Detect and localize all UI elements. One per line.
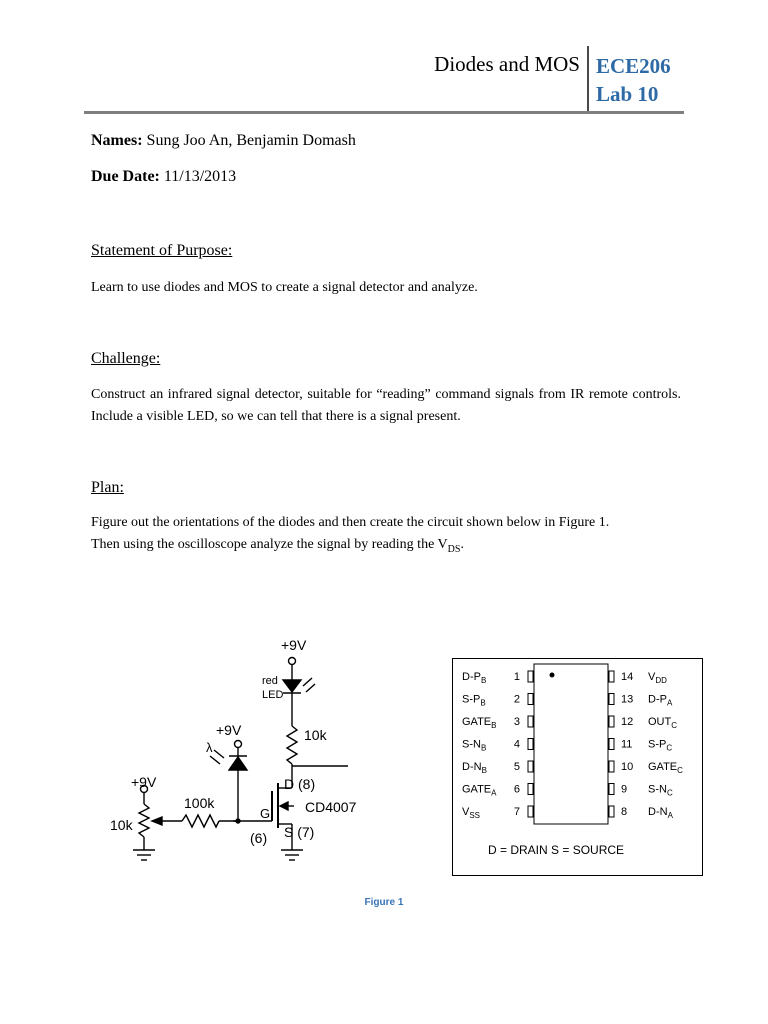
plan-text-line-1: Figure out the orientations of the diodes and then create the circuit shown below in Figure 1. bbox=[91, 515, 610, 530]
plan-text-line-2: Then using the oscilloscope analyze the signal by reading the $V_{DS}$. bbox=[91, 537, 464, 555]
right-pin-label: $S-P_C$ bbox=[648, 738, 673, 753]
photodiode bbox=[229, 757, 247, 770]
left-pin-label: $D-N_B$ bbox=[462, 761, 487, 775]
right-pin-label: $V_{DD}$ bbox=[648, 671, 667, 685]
document-title: Diodes and MOS bbox=[434, 52, 580, 76]
drain-resistor bbox=[287, 726, 297, 764]
names-label: Names: bbox=[91, 132, 143, 149]
supply-mid-label: +9V bbox=[216, 722, 242, 738]
right-pin-number: 13 bbox=[621, 693, 634, 706]
left-pin-label: $S-P_B$ bbox=[462, 693, 486, 708]
left-pin-number: 7 bbox=[513, 806, 520, 818]
cd4007-pinout-diagram bbox=[452, 658, 704, 878]
course-block bbox=[596, 52, 671, 108]
chip-label: CD4007 bbox=[305, 799, 357, 815]
left-pin-label: $S-N_B$ bbox=[462, 738, 487, 753]
led-diode bbox=[283, 680, 301, 692]
course-code: ECE206 bbox=[596, 54, 671, 78]
lab-number: Lab 10 bbox=[596, 82, 659, 106]
right-pin-number: 9 bbox=[621, 783, 628, 796]
right-pin-label: $S-N_C$ bbox=[648, 783, 673, 798]
gate-resistor-label: 100k bbox=[184, 795, 215, 811]
supply-top-label: +9V bbox=[281, 637, 307, 653]
led-label-red: red bbox=[262, 675, 278, 687]
names-line bbox=[91, 132, 356, 150]
header-rule bbox=[84, 111, 684, 114]
left-pin-number: 1 bbox=[513, 671, 520, 683]
challenge-text: Construct an infrared signal detector, suitable for “reading” command signals from IR remote controls. Include a visible LED, so we can tell that there is a signal present. bbox=[91, 387, 681, 424]
left-pin-number: 5 bbox=[513, 761, 520, 773]
due-date-line bbox=[91, 168, 236, 186]
left-pin-number: 4 bbox=[513, 738, 520, 751]
drain-resistor-label: 10k bbox=[304, 727, 327, 743]
right-pin-number: 10 bbox=[621, 761, 634, 773]
supply-left-label: +9V bbox=[131, 774, 157, 790]
supply-top-terminal bbox=[289, 658, 296, 665]
plan-text bbox=[91, 512, 681, 561]
gate-letter-label: G bbox=[260, 806, 271, 821]
purpose-heading: Statement of Purpose: bbox=[91, 242, 233, 259]
gate-resistor bbox=[182, 815, 219, 827]
potentiometer bbox=[139, 804, 149, 837]
due-date-value: 11/13/2013 bbox=[163, 168, 237, 185]
due-date-label: Due Date: bbox=[91, 168, 160, 185]
left-pin-label: $D-P_B$ bbox=[462, 671, 487, 685]
pin1-marker bbox=[550, 673, 555, 678]
source-pin-label: S (7) bbox=[284, 824, 315, 840]
right-pin-number: 11 bbox=[621, 738, 633, 751]
gate-pin-label: (6) bbox=[250, 830, 268, 846]
right-pin-number: 8 bbox=[621, 806, 628, 818]
left-pin-number: 2 bbox=[513, 693, 520, 706]
right-pin-label: $OUT_C$ bbox=[648, 716, 678, 730]
left-pin-label: $GATE_B$ bbox=[462, 716, 497, 730]
right-pin-number: 12 bbox=[621, 716, 634, 728]
pinout-legend: D = DRAIN S = SOURCE bbox=[488, 843, 625, 857]
plan-heading: Plan: bbox=[91, 479, 124, 496]
left-pin-number: 3 bbox=[513, 716, 520, 728]
right-pin-label: $D-N_A$ bbox=[648, 806, 673, 820]
circuit-schematic bbox=[98, 628, 378, 873]
left-pin-number: 6 bbox=[513, 783, 520, 796]
right-pin-number: 14 bbox=[621, 671, 634, 683]
figure-caption: Figure 1 bbox=[364, 897, 404, 908]
left-pin-label: $GATE_A$ bbox=[462, 783, 497, 798]
right-pin-label: $GATE_C$ bbox=[648, 761, 683, 775]
led-label-led: LED bbox=[262, 689, 284, 701]
header-divider bbox=[587, 46, 589, 112]
photodiode-symbol: λ bbox=[206, 740, 213, 755]
purpose-text: Learn to use diodes and MOS to create a signal detector and analyze. bbox=[91, 280, 478, 295]
left-pin-label: $V_{SS}$ bbox=[462, 806, 481, 820]
drain-pin-label: D (8) bbox=[284, 776, 316, 792]
challenge-heading: Challenge: bbox=[91, 350, 161, 367]
chip-body bbox=[534, 664, 608, 824]
right-pin-label: $D-P_A$ bbox=[648, 693, 673, 708]
names-value: Sung Joo An, Benjamin Domash bbox=[146, 132, 356, 149]
potentiometer-label: 10k bbox=[110, 817, 133, 833]
